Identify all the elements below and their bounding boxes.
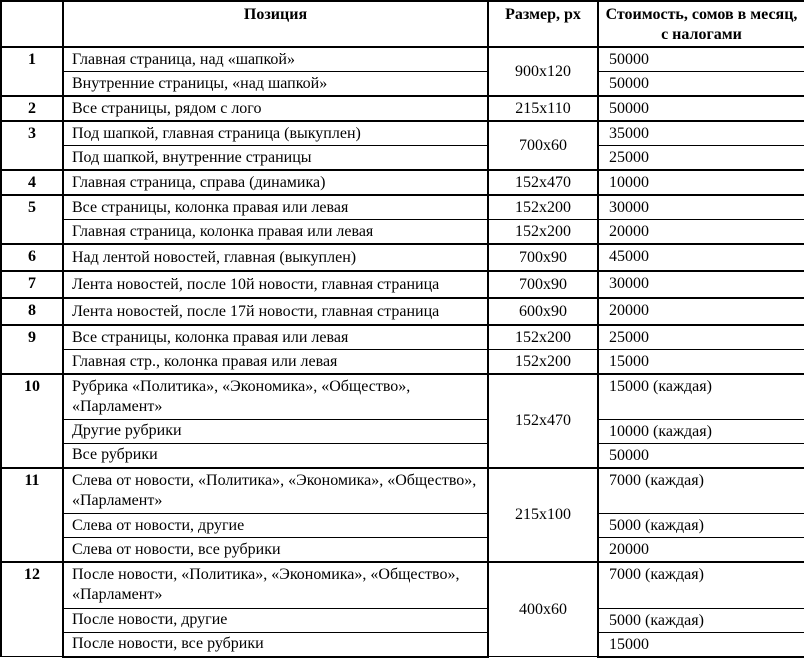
size-cell: 600x90 <box>488 298 598 325</box>
position-number-cell: 1 <box>1 47 63 96</box>
size-cell: 152x470 <box>488 170 598 195</box>
position-cell: Главная страница, колонка правая или левая <box>63 220 488 245</box>
cost-cell: 35000 <box>598 121 804 146</box>
table-row <box>1 374 804 419</box>
cost-cell: 15000 (каждая) <box>598 374 804 419</box>
position-number-cell: 3 <box>1 121 63 170</box>
size-cell: 152x200 <box>488 220 598 245</box>
cost-cell: 30000 <box>598 195 804 220</box>
position-number-cell: 10 <box>1 374 63 468</box>
size-cell: 152x200 <box>488 325 598 350</box>
position-cell: Рубрика «Политика», «Экономика», «Общество», «Парламент» <box>63 374 488 419</box>
position-cell: После новости, «Политика», «Экономика», «Общество», «Парламент» <box>63 562 488 608</box>
position-number-cell: 5 <box>1 195 63 244</box>
table-row <box>1 244 804 271</box>
position-cell: Внутренние страницы, «над шапкой» <box>63 72 488 97</box>
table-row <box>1 468 804 514</box>
table-row <box>1 47 804 72</box>
position-cell: Все рубрики <box>63 443 488 468</box>
table-row <box>1 271 804 298</box>
cost-cell: 5000 (каждая) <box>598 608 804 632</box>
cost-cell: 7000 (каждая) <box>598 562 804 608</box>
position-cell: Над лентой новостей, главная (выкуплен) <box>63 244 488 271</box>
table-row <box>1 419 804 443</box>
table-row <box>1 608 804 632</box>
header-row <box>1 1 804 47</box>
cost-cell: 5000 (каждая) <box>598 514 804 538</box>
table-row <box>1 632 804 657</box>
table-row <box>1 72 804 97</box>
size-cell: 152x200 <box>488 195 598 220</box>
cost-cell: 20000 <box>598 538 804 563</box>
size-cell: 700x90 <box>488 271 598 298</box>
position-number-cell: 4 <box>1 170 63 195</box>
size-cell: 152x200 <box>488 350 598 375</box>
size-cell: 400x60 <box>488 562 598 657</box>
position-number-cell: 2 <box>1 96 63 121</box>
table-row <box>1 96 804 121</box>
position-number-cell: 6 <box>1 244 63 271</box>
table-row <box>1 350 804 375</box>
position-cell: Слева от новости, «Политика», «Экономика», «Общество», «Парламент» <box>63 468 488 514</box>
table-row <box>1 298 804 325</box>
table-row <box>1 514 804 538</box>
position-cell: Главная страница, над «шапкой» <box>63 47 488 72</box>
cost-cell: 10000 <box>598 170 804 195</box>
cost-cell: 25000 <box>598 146 804 171</box>
size-cell: 215x100 <box>488 468 598 563</box>
position-number-cell: 8 <box>1 298 63 325</box>
position-cell: Все страницы, колонка правая или левая <box>63 195 488 220</box>
cost-cell: 30000 <box>598 271 804 298</box>
header-position-cell: Позиция <box>63 1 488 47</box>
cost-cell: 15000 <box>598 632 804 657</box>
cost-cell: 20000 <box>598 220 804 245</box>
position-cell: Главная страница, справа (динамика) <box>63 170 488 195</box>
cost-cell: 50000 <box>598 72 804 97</box>
header-number-cell <box>1 1 63 47</box>
position-cell: Лента новостей, после 17й новости, главная страница <box>63 298 488 325</box>
position-cell: Главная стр., колонка правая или левая <box>63 350 488 375</box>
cost-cell: 15000 <box>598 350 804 375</box>
position-number-cell: 12 <box>1 562 63 657</box>
position-cell: Под шапкой, главная страница (выкуплен) <box>63 121 488 146</box>
position-cell: После новости, все рубрики <box>63 632 488 657</box>
position-cell: Другие рубрики <box>63 419 488 443</box>
cost-cell: 50000 <box>598 96 804 121</box>
cost-cell: 50000 <box>598 443 804 468</box>
cost-cell: 50000 <box>598 47 804 72</box>
cost-cell: 25000 <box>598 325 804 350</box>
position-cell: Слева от новости, все рубрики <box>63 538 488 563</box>
table-row <box>1 146 804 171</box>
size-cell: 900x120 <box>488 47 598 96</box>
position-cell: Все страницы, рядом с лого <box>63 96 488 121</box>
position-cell: После новости, другие <box>63 608 488 632</box>
position-cell: Все страницы, колонка правая или левая <box>63 325 488 350</box>
cost-cell: 7000 (каждая) <box>598 468 804 514</box>
cost-cell: 45000 <box>598 244 804 271</box>
table-row <box>1 443 804 468</box>
position-cell: Лента новостей, после 10й новости, главная страница <box>63 271 488 298</box>
table-row <box>1 325 804 350</box>
position-cell: Слева от новости, другие <box>63 514 488 538</box>
cost-cell: 20000 <box>598 298 804 325</box>
size-cell: 700x60 <box>488 121 598 170</box>
table-row <box>1 562 804 608</box>
position-number-cell: 7 <box>1 271 63 298</box>
size-cell: 152x470 <box>488 374 598 468</box>
position-number-cell: 9 <box>1 325 63 374</box>
header-cost-cell: Стоимость, сомов в месяц, с налогами <box>598 1 804 47</box>
size-cell: 700x90 <box>488 244 598 271</box>
position-number-cell: 11 <box>1 468 63 563</box>
table-row <box>1 170 804 195</box>
header-size-cell: Размер, px <box>488 1 598 47</box>
position-cell: Под шапкой, внутренние страницы <box>63 146 488 171</box>
cost-cell: 10000 (каждая) <box>598 419 804 443</box>
table-row <box>1 195 804 220</box>
table-row <box>1 538 804 563</box>
table-row <box>1 121 804 146</box>
table-row <box>1 220 804 245</box>
size-cell: 215x110 <box>488 96 598 121</box>
